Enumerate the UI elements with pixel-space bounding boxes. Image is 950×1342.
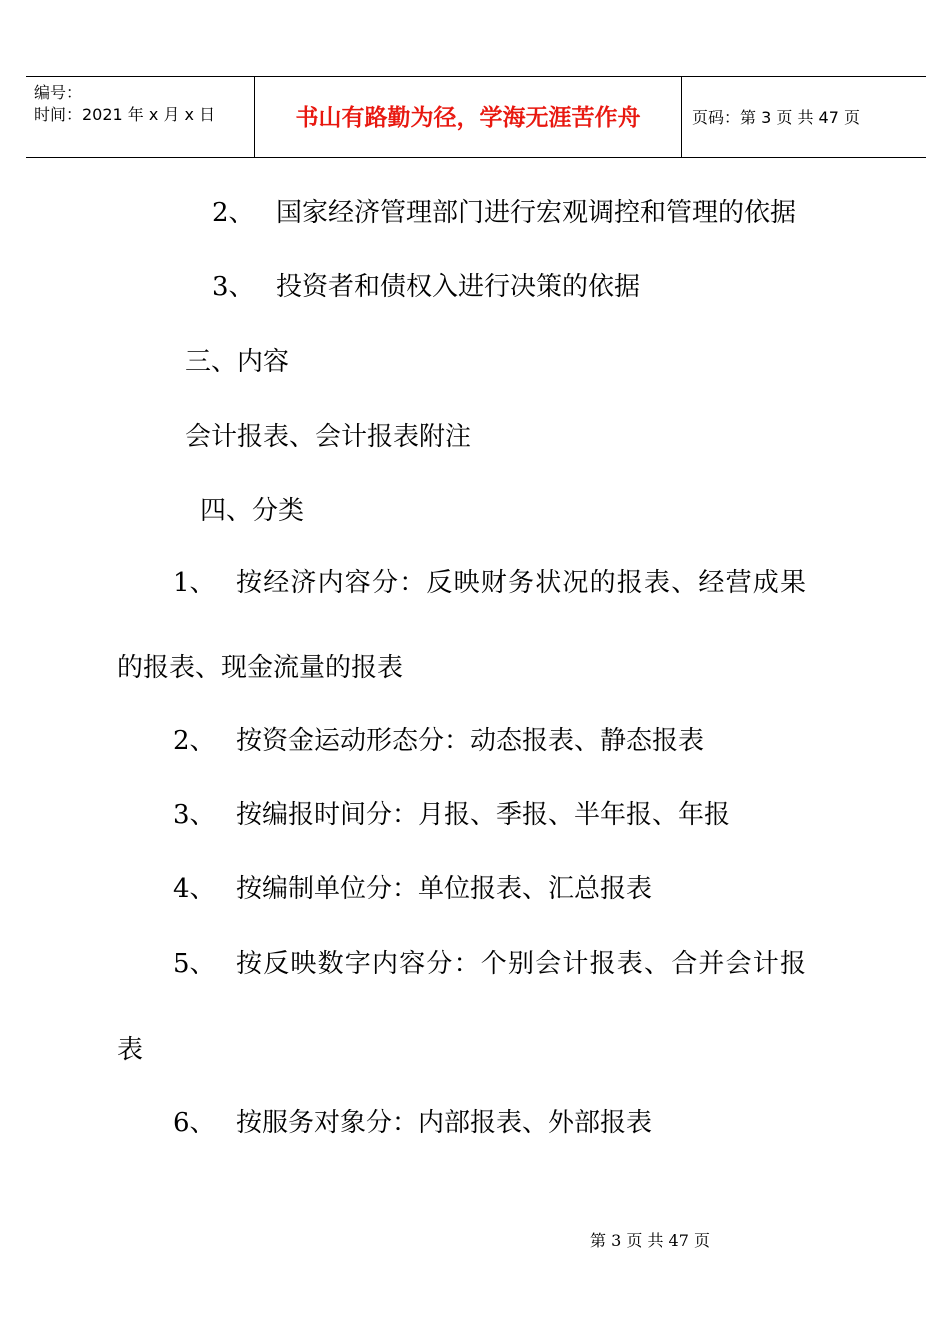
class-item-2 bbox=[173, 724, 704, 758]
list-text: 按编报时间分：月报、季报、半年报、年报 bbox=[236, 800, 731, 830]
document-time-label: 时间：2021 年 x 月 x 日 bbox=[34, 105, 216, 124]
page-footer: 第 3 页 共 47 页 bbox=[590, 1231, 710, 1250]
list-number: 6、 bbox=[173, 1108, 216, 1138]
list-text: 按反映数字内容分：个别会计报表、合并会计报 bbox=[236, 949, 808, 979]
section-heading-content: 三、内容 bbox=[185, 347, 290, 377]
list-number: 1、 bbox=[173, 568, 216, 598]
list-text: 投资者和债权入进行决策的依据 bbox=[276, 272, 641, 302]
section-heading-classification: 四、分类 bbox=[200, 496, 305, 526]
class-item-5-continuation: 表 bbox=[117, 1035, 144, 1065]
list-number: 4、 bbox=[173, 874, 216, 904]
class-item-5 bbox=[173, 947, 807, 981]
header-middle-cell bbox=[254, 77, 682, 157]
section-content-text: 会计报表、会计报表附注 bbox=[185, 422, 472, 452]
list-number: 5、 bbox=[173, 949, 216, 979]
header-motto: 书山有路勤为径，学海无涯苦作舟 bbox=[295, 105, 641, 131]
document-number-label: 编号： bbox=[34, 83, 83, 102]
page-header bbox=[26, 76, 926, 158]
list-text: 国家经济管理部门进行宏观调控和管理的依据 bbox=[276, 198, 797, 228]
class-item-3 bbox=[173, 798, 730, 832]
list-number: 2、 bbox=[212, 198, 255, 228]
list-text: 按编制单位分：单位报表、汇总报表 bbox=[236, 874, 653, 904]
list-number: 3、 bbox=[173, 800, 216, 830]
header-left-cell bbox=[26, 77, 254, 157]
header-page-label: 页码：第 3 页 共 47 页 bbox=[692, 108, 860, 127]
list-text: 按资金运动形态分：动态报表、静态报表 bbox=[236, 726, 705, 756]
list-text: 按经济内容分：反映财务状况的报表、经营成果 bbox=[236, 568, 808, 598]
purpose-item-2 bbox=[212, 196, 796, 230]
list-number: 3、 bbox=[212, 272, 255, 302]
header-right-cell bbox=[682, 77, 926, 157]
list-number: 2、 bbox=[173, 726, 216, 756]
class-item-1-continuation: 的报表、现金流量的报表 bbox=[117, 653, 404, 683]
class-item-1 bbox=[173, 566, 807, 600]
list-text: 按服务对象分：内部报表、外部报表 bbox=[236, 1108, 653, 1138]
class-item-4 bbox=[173, 872, 652, 906]
class-item-6 bbox=[173, 1106, 652, 1140]
purpose-item-3 bbox=[212, 270, 640, 304]
